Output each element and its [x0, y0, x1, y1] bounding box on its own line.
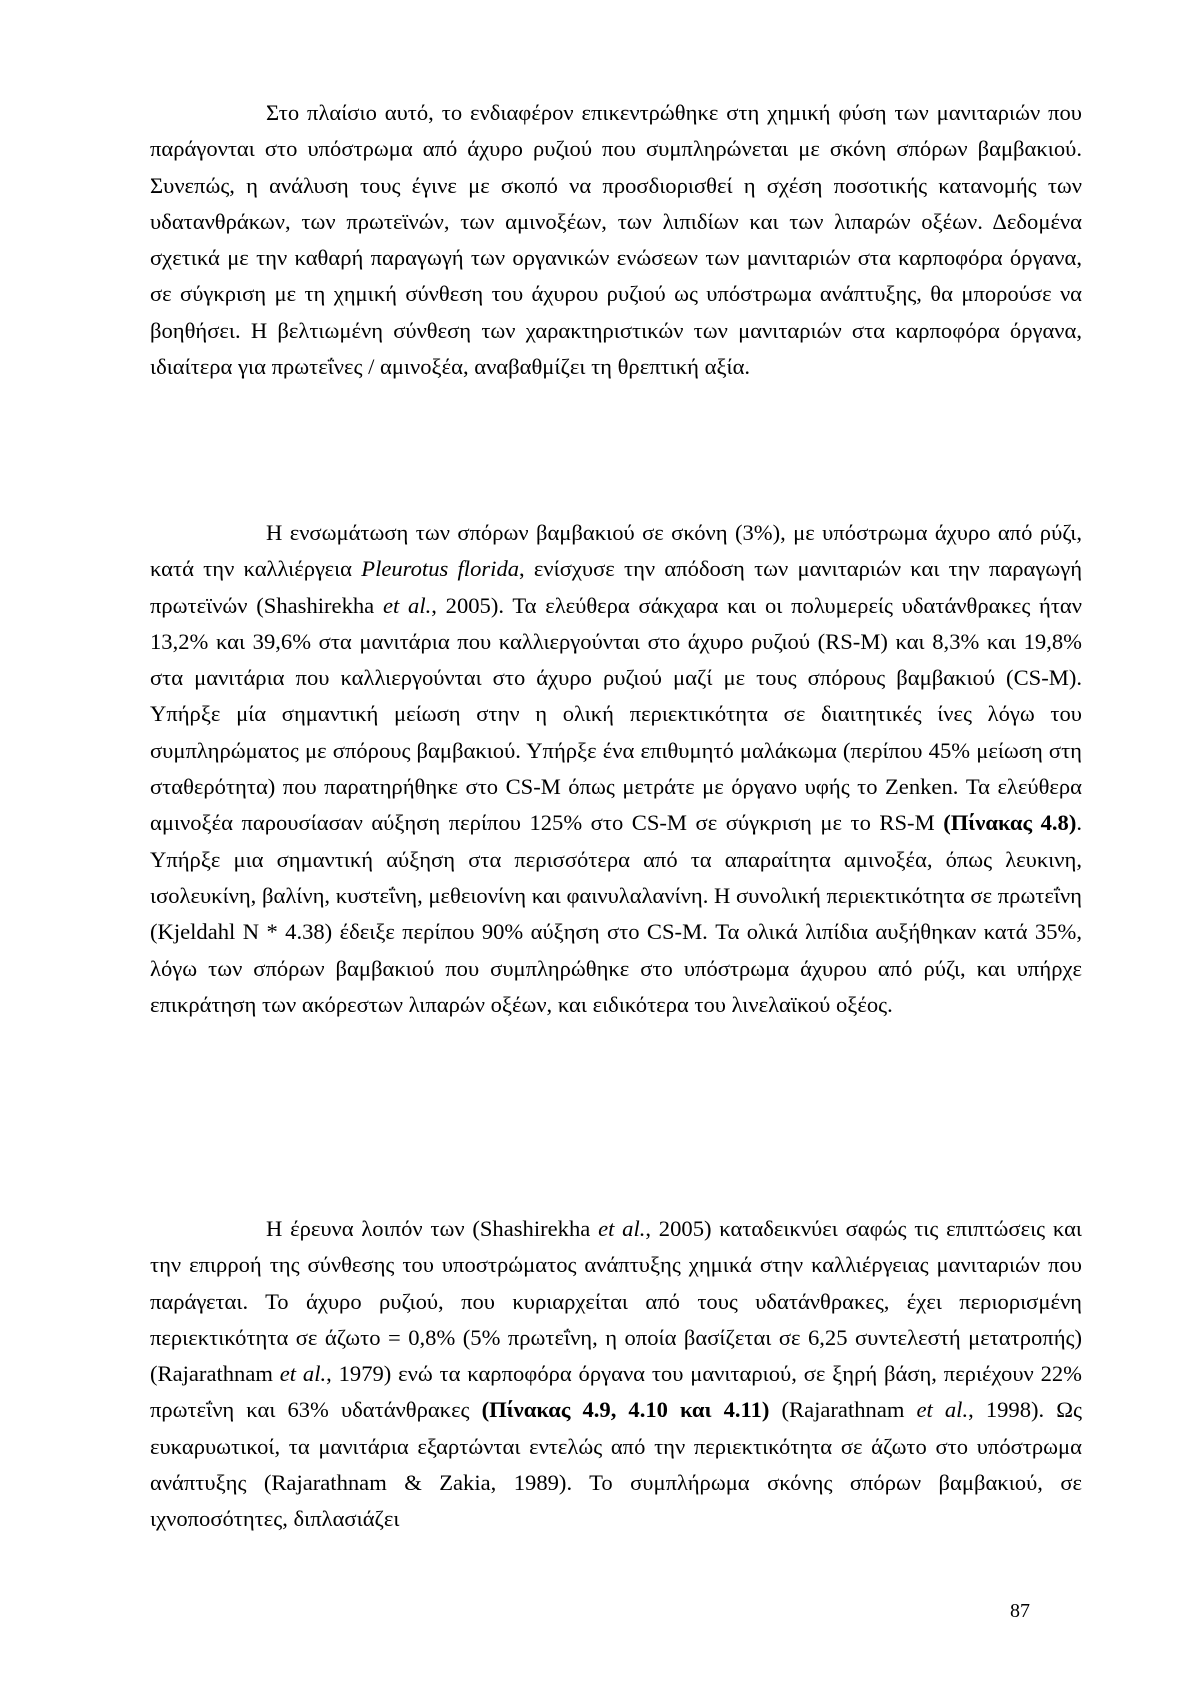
table-reference: (Πίνακας 4.9, 4.10 και 4.11): [481, 1397, 770, 1423]
citation-et-al: et al.: [598, 1216, 646, 1241]
paragraph-2-text-4: . Υπήρξε μια σημαντική αύξηση στα περισσότερα από τα απαραίτητα αμινοξέα, όπως λευκινη, ισολευκίνη, βαλίνη, κυστεΐνη, μεθειονίνη και φαινυλαλανίνη. Η συνολική περιεκτικότητα σε πρωτεΐνη (Kjeldahl N * 4.38) έδειξε περίπου 90% αύξηση στο CS-M. Τα ολικά λιπίδια αυξήθηκαν κατά 35%, λόγω των σπόρων βαμβακιού που συμπληρώθηκε στο υπόστρωμα άχυρου από ρύζι, και υπήρχε επικράτηση των ακόρεστων λιπαρών οξέων, και ειδικότερα του λινελαϊκού οξέος.: [150, 810, 1082, 1017]
paragraph-3-text-1: Η έρευνα λοιπόν των (Shashirekha: [266, 1216, 599, 1241]
citation-et-al: et al.: [279, 1361, 327, 1387]
citation-et-al: et al.: [382, 592, 432, 618]
paragraph-3-text-5: , 1998). Ως ευκαρυωτικοί, τα μανιτάρια εξαρτώνται εντελώς από την περιεκτικότητα σε άζωτο στο υπόστρωμα ανάπτυξης (Rajarathnam & Zakia, 1989). Το συμπλήρωμα σκόνης σπόρων βαμβακιού, σε ιχνοποσότητες, διπλασιάζει: [150, 1397, 1082, 1532]
paragraph-2-text-2: , ενίσχυσε την απόδοση των μανιταριών και την παραγωγή πρωτεϊνών (Shashirekha: [150, 556, 1083, 618]
paragraph-3: [150, 1211, 1082, 1538]
paragraph-1-text: Στο πλαίσιο αυτό, το ενδιαφέρον επικεντρώθηκε στη χημική φύση των μανιταριών που παράγονται στο υπόστρωμα από άχυρο ρυζιού που συμπληρώνεται με σκόνη σπόρων βαμβακιού. Συνεπώς, η ανάλυση τους έγινε με σκοπό να προσδιορισθεί η σχέση ποσοτικής κατανομής των υδατανθράκων, των πρωτεϊνών, των αμινοξέων, των λιπιδίων και των λιπαρών οξέων. Δεδομένα σχετικά με την καθαρή παραγωγή των οργανικών ενώσεων των μανιταριών στα καρποφόρα όργανα, σε σύγκριση με τη χημική σύνθεση του άχυρου ρυζιού ως υπόστρωμα ανάπτυξης, θα μπορούσε να βοηθήσει. Η βελτιωμένη σύνθεση των χαρακτηριστικών των μανιταριών στα καρποφόρα όργανα, ιδιαίτερα για πρωτεΐνες / αμινοξέα, αναβαθμίζει τη θρεπτική αξία.: [150, 100, 1082, 380]
page-number: 87: [1010, 1600, 1030, 1622]
paragraph-1: [150, 95, 1082, 385]
paragraph-3-text-3: , 1979) ενώ τα καρποφόρα όργανα του μανιταριού, σε ξηρή βάση, περιέχουν 22% πρωτεΐνη και 63% υδατάνθρακες: [150, 1361, 1082, 1423]
table-reference: (Πίνακας 4.8): [943, 810, 1077, 836]
species-name: Pleurotus florida: [361, 556, 520, 582]
paragraph-2-text-1: Η ενσωμάτωση των σπόρων βαμβακιού σε σκόνη (3%), με υπόστρωμα άχυρο από ρύζι, κατά την καλλιέργεια: [150, 520, 1082, 582]
paragraph-2: [150, 515, 1082, 1023]
paragraph-3-text-4: (Rajarathnam: [769, 1397, 917, 1423]
paragraph-2-text-3: , 2005). Τα ελεύθερα σάκχαρα και οι πολυμερείς υδατάνθρακες ήταν 13,2% και 39,6% στα μανιτάρια που καλλιεργούνται στο άχυρο ρυζιού (RS-M) και 8,3% και 19,8% στα μανιτάρια που καλλιεργούνται στο άχυρο ρυζιού μαζί με τους σπόρους βαμβακιού (CS-M). Υπήρξε μία σημαντική μείωση στην η ολική περιεκτικότητα σε διαιτητικές ίνες λόγω του συμπληρώματος με σπόρους βαμβακιού. Υπήρξε ένα επιθυμητό μαλάκωμα (περίπου 45% μείωση στη σταθερότητα) που παρατηρήθηκε στο CS-M όπως μετράτε με όργανο υφής το Zenken. Τα ελεύθερα αμινοξέα παρουσίασαν αύξηση περίπου 125% στο CS-M σε σύγκριση με το RS-M: [150, 592, 1082, 836]
paragraph-3-text-2: , 2005) καταδεικνύει σαφώς τις επιπτώσεις και την επιρροή της σύνθεσης του υποστρώματος ανάπτυξης χημικά στην καλλιέργειας μανιταριών που παράγεται. Το άχυρο ρυζιού, που κυριαρχείται από τους υδατάνθρακες, έχει περιορισμένη περιεκτικότητα σε άζωτο = 0,8% (5% πρωτεΐνη, η οποία βασίζεται σε 6,25 συντελεστή μετατροπής) (Rajarathnam: [150, 1216, 1082, 1387]
citation-et-al: et al.: [916, 1397, 969, 1423]
